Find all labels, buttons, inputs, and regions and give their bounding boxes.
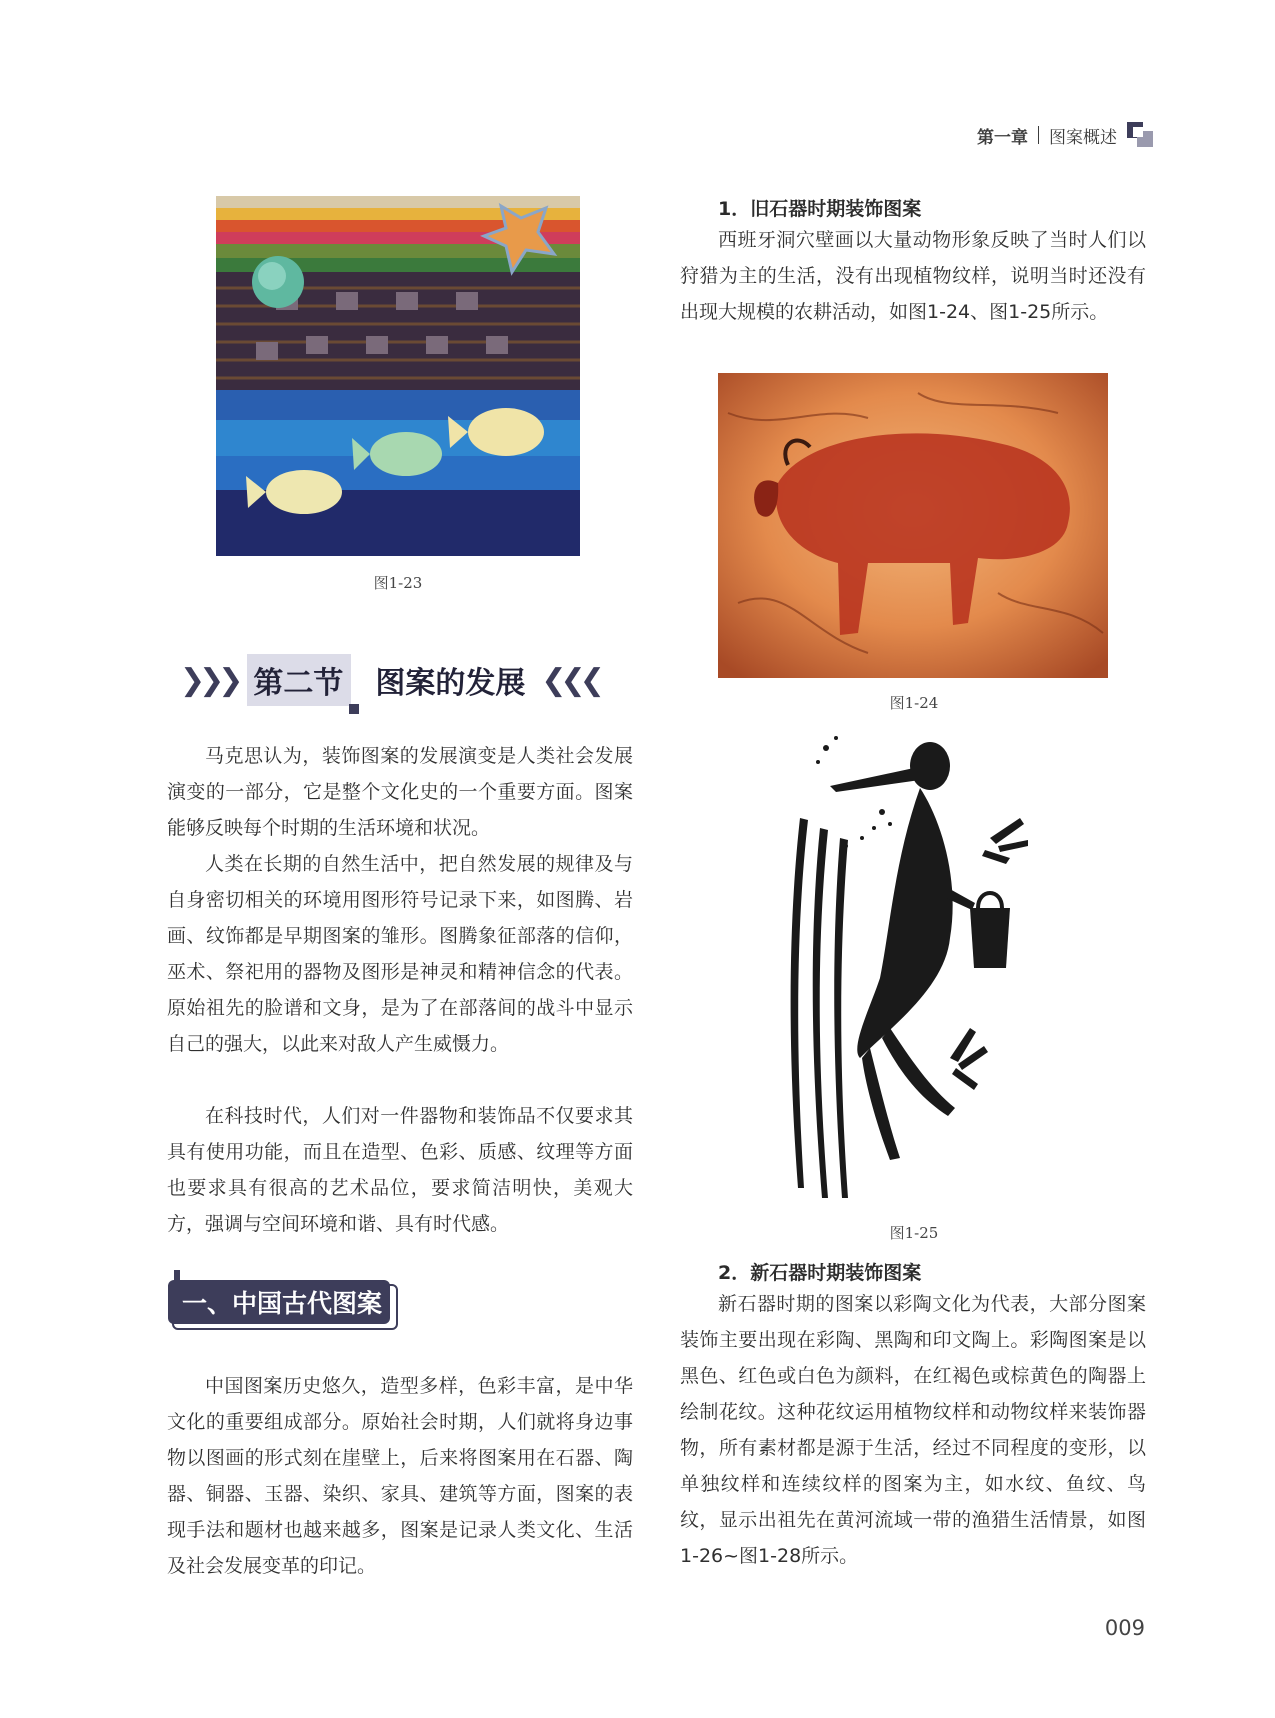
- figure-1-25-image: [770, 728, 1050, 1208]
- header-mark-icon: [1127, 122, 1157, 148]
- chevron-left-icon: ❮❮❮: [541, 662, 599, 698]
- section-paragraph-3: 在科技时代，人们对一件器物和装饰品不仅要求其具有使用功能，而且在造型、色彩、质感、纹理等方面也要求具有很高的艺术品位，要求简洁明快，美观大方，强调与空间环境和谐、具有时代感。: [167, 1105, 633, 1235]
- subsection-paragraph: 中国图案历史悠久，造型多样，色彩丰富，是中华文化的重要组成部分。原始社会时期，人们就将身边事物以图画的形式刻在崖壁上，后来将图案用在石器、陶器、铜器、玉器、染织、家具、建筑等方面，图案的表现手法和题材也越来越多，图案是记录人类文化、生活及社会发展变革的印记。: [167, 1375, 633, 1577]
- figure-1-23-image: [216, 196, 580, 556]
- figure-1-24-image: [718, 373, 1108, 678]
- page-number: 009: [1104, 1616, 1145, 1640]
- paleolithic-paragraph: 西班牙洞穴壁画以大量动物形象反映了当时人们以狩猎为主的生活，没有出现植物纹样，说明当时还没有出现大规模的农耕活动，如图1-24、图1-25所示。: [680, 229, 1146, 323]
- chevron-right-icon: ❯❯❯: [180, 662, 238, 698]
- neolithic-heading: 2．新石器时期装饰图案: [718, 1262, 922, 1284]
- section-number-box: [247, 654, 351, 706]
- neolithic-paragraph: 新石器时期的图案以彩陶文化为代表，大部分图案装饰主要出现在彩陶、黑陶和印文陶上。彩陶图案是以黑色、红色或白色为颜料，在红褐色或棕黄色的陶器上绘制花纹。这种花纹运用植物纹样和动物纹样来装饰器物，所有素材都是源于生活，经过不同程度的变形，以单独纹样和连续纹样的图案为主，如水纹、鱼纹、鸟纹，显示出祖先在黄河流域一带的渔猎生活情景，如图1-26~图1-28所示。: [680, 1293, 1146, 1567]
- figure-1-23-caption: 图1-23: [373, 574, 423, 592]
- figure-1-24-caption: 图1-24: [889, 694, 939, 712]
- section-heading: [180, 654, 599, 706]
- section-paragraph-2: 人类在长期的自然生活中，把自然发展的规律及与自身密切相关的环境用图形符号记录下来，如图腾、岩画、纹饰都是早期图案的雏形。图腾象征部落的信仰，巫术、祭祀用的器物及图形是神灵和精神信念的代表。原始祖先的脸谱和文身，是为了在部落间的战斗中显示自己的强大，以此来对敌人产生威慑力。: [167, 853, 633, 1055]
- header-divider: [1038, 126, 1039, 144]
- paleolithic-heading: 1．旧石器时期装饰图案: [718, 198, 922, 220]
- section-paragraph-1: 马克思认为，装饰图案的发展演变是人类社会发展演变的一部分，它是整个文化史的一个重要方面。图案能够反映每个时期的生活环境和状况。: [167, 745, 633, 839]
- subsection-heading: [168, 1280, 400, 1332]
- subsection-title: 一、中国古代图案: [168, 1280, 390, 1324]
- section-square-mark: [349, 704, 359, 714]
- figure-1-25-caption: 图1-25: [889, 1224, 939, 1242]
- chapter-title: 图案概述: [1049, 127, 1117, 148]
- section-number: 第二节: [253, 666, 344, 701]
- running-header: [977, 122, 1157, 148]
- chapter-label: 第一章: [977, 127, 1028, 148]
- section-title: 图案的发展: [375, 666, 526, 701]
- subsection-tab-mark: [174, 1270, 180, 1288]
